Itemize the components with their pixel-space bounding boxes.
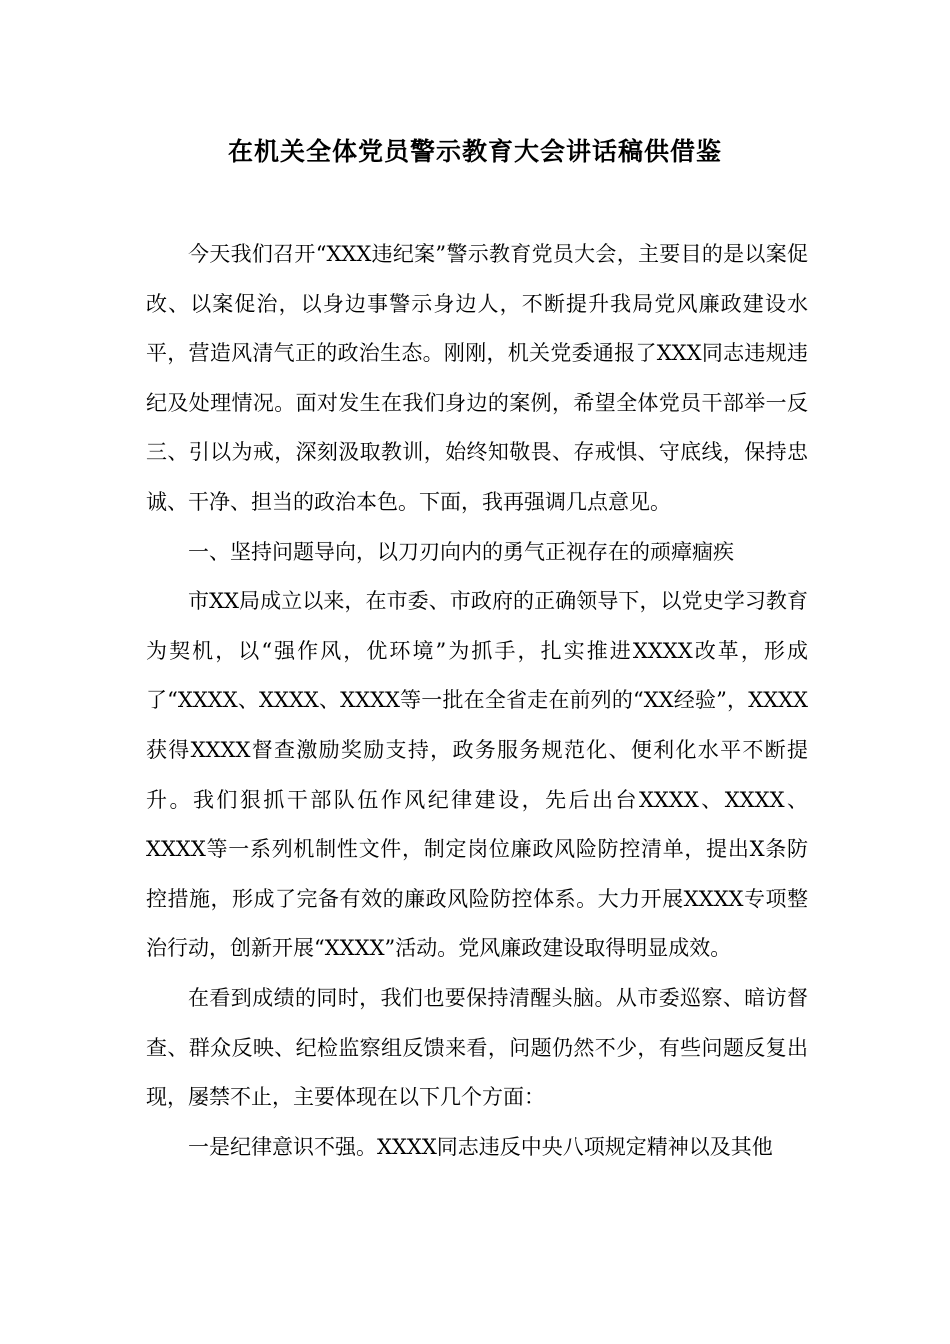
paragraph-opening: 今天我们召开“XXX违纪案”警示教育党员大会，主要目的是以案促改、以案促治，以身边事警示身边人，不断提升我局党风廉政建设水平，营造风清气正的政治生态。刚刚，机关党委通报了XXX同志违规违纪及处理情况。面对发生在我们身边的案例，希望全体党员干部举一反三、引以为戒，深刻汲取教训，始终知敬畏、存戒惧、守底线，保持忠诚、干净、担当的政治本色。下面，我再强调几点意见。 — [146, 242, 808, 514]
document-title: 在机关全体党员警示教育大会讲话稿供借鉴 — [227, 137, 722, 166]
paragraph-achievements: 市XX局成立以来，在市委、市政府的正确领导下，以党史学习教育为契机，以“强作风，优环境”为抓手，扎实推进XXXX改革，形成了“XXXX、XXXX、XXXX等一批在全省走在前列的“XX经验”，XXXX获得XXXX督查激励奖励支持，政务服务规范化、便利化水平不断提升。我们狠抓干部队伍作风纪律建设，先后出台XXXX、XXXX、XXXX等一系列机制性文件，制定岗位廉政风险防控清单，提出X条防控措施，形成了完备有效的廉政风险防控体系。大力开展XXXX专项整治行动，创新开展“XXXX”活动。党风廉政建设取得明显成效。 — [146, 589, 808, 961]
paragraph-discipline: 一是纪律意识不强。XXXX同志违反中央八项规定精神以及其他 — [188, 1134, 773, 1159]
paragraph-problems-intro: 在看到成绩的同时，我们也要保持清醒头脑。从市委巡察、暗访督查、群众反映、纪检监察组反馈来看，问题仍然不少，有些问题反复出现，屡禁不止，主要体现在以下几个方面： — [146, 985, 808, 1110]
document-body — [146, 230, 808, 1172]
section-heading-1: 一、坚持问题导向，以刀刃向内的勇气正视存在的顽瘴痼疾 — [188, 539, 734, 564]
